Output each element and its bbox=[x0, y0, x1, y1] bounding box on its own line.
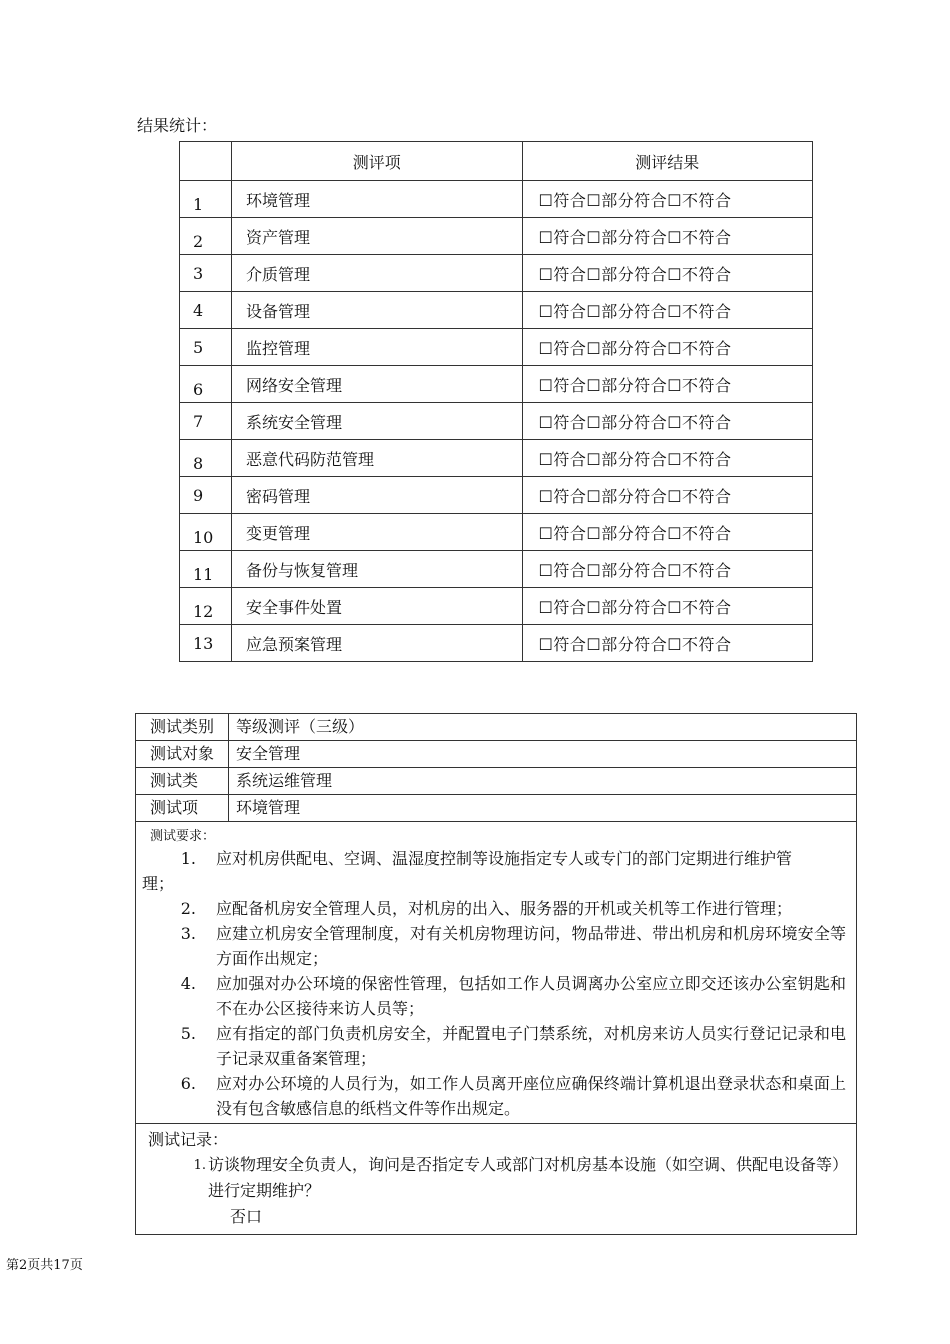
row-num: 5 bbox=[180, 329, 232, 366]
row-num: 3 bbox=[180, 255, 232, 292]
table-row bbox=[180, 588, 813, 625]
table-row bbox=[180, 477, 813, 514]
row-item: 设备管理 bbox=[232, 292, 523, 329]
row-result[interactable]: ☐符合☐部分符合☐不符合 bbox=[522, 625, 813, 662]
table-row bbox=[180, 551, 813, 588]
row-item: 资产管理 bbox=[232, 218, 523, 255]
table-row bbox=[180, 366, 813, 403]
row-item: 备份与恢复管理 bbox=[232, 551, 523, 588]
row-result[interactable]: ☐符合☐部分符合☐不符合 bbox=[522, 255, 813, 292]
test-object-row bbox=[136, 741, 856, 768]
record-title: 测试记录： bbox=[148, 1130, 229, 1149]
requirement-item bbox=[142, 921, 846, 971]
test-item-row bbox=[136, 795, 856, 822]
test-item-label: 测试项 bbox=[136, 795, 229, 821]
test-object-value: 安全管理 bbox=[236, 744, 301, 763]
record-num: 1. bbox=[193, 1158, 206, 1173]
results-header-row bbox=[180, 142, 813, 181]
row-result[interactable]: ☐符合☐部分符合☐不符合 bbox=[522, 588, 813, 625]
requirement-item bbox=[142, 896, 846, 921]
row-num: 9 bbox=[180, 477, 232, 514]
row-item: 恶意代码防范管理 bbox=[232, 440, 523, 477]
row-num: 1 bbox=[180, 181, 232, 218]
row-item: 系统安全管理 bbox=[232, 403, 523, 440]
row-result[interactable]: ☐符合☐部分符合☐不符合 bbox=[522, 292, 813, 329]
requirement-text-continued: 理； bbox=[142, 874, 175, 893]
row-num: 4 bbox=[180, 292, 232, 329]
table-row bbox=[180, 181, 813, 218]
header-item: 测评项 bbox=[232, 142, 523, 181]
record-item bbox=[148, 1152, 846, 1204]
row-result[interactable]: ☐符合☐部分符合☐不符合 bbox=[522, 366, 813, 403]
test-class-label: 测试类 bbox=[136, 768, 229, 794]
test-category-row bbox=[136, 714, 856, 741]
row-item: 网络安全管理 bbox=[232, 366, 523, 403]
row-result[interactable]: ☐符合☐部分符合☐不符合 bbox=[522, 218, 813, 255]
row-num: 10 bbox=[180, 514, 232, 551]
record-text: 访谈物理安全负责人，询问是否指定专人或部门对机房基本设施（如空调、供配电设备等）进行定期维护？ bbox=[208, 1155, 841, 1200]
row-result[interactable]: ☐符合☐部分符合☐不符合 bbox=[522, 440, 813, 477]
requirements-title: 测试要求： bbox=[150, 829, 216, 844]
requirement-text: 应建立机房安全管理制度，对有关机房物理访问，物品带进、带出机房和机房环境安全等方面作出规定； bbox=[216, 924, 846, 968]
row-item: 变更管理 bbox=[232, 514, 523, 551]
row-num: 12 bbox=[180, 588, 232, 625]
row-num: 11 bbox=[180, 551, 232, 588]
table-row bbox=[180, 440, 813, 477]
table-row bbox=[180, 329, 813, 366]
section-title: 结果统计： bbox=[137, 116, 218, 135]
requirement-text: 应加强对办公环境的保密性管理，包括如工作人员调离办公室应立即交还该办公室钥匙和不在办公区接待来访人员等； bbox=[216, 974, 846, 1018]
row-num: 13 bbox=[180, 625, 232, 662]
test-item-value: 环境管理 bbox=[236, 798, 301, 817]
test-category-value: 等级测评（三级） bbox=[236, 717, 365, 736]
row-item: 安全事件处置 bbox=[232, 588, 523, 625]
table-row bbox=[180, 625, 813, 662]
row-num: 6 bbox=[180, 366, 232, 403]
header-num bbox=[180, 142, 232, 181]
requirement-num: 4. bbox=[180, 974, 196, 993]
row-item: 密码管理 bbox=[232, 477, 523, 514]
requirement-item bbox=[142, 1021, 846, 1071]
row-result[interactable]: ☐符合☐部分符合☐不符合 bbox=[522, 329, 813, 366]
requirement-num: 2. bbox=[180, 899, 196, 918]
row-num: 8 bbox=[180, 440, 232, 477]
requirement-item bbox=[142, 971, 846, 1021]
row-result[interactable]: ☐符合☐部分符合☐不符合 bbox=[522, 181, 813, 218]
row-num: 7 bbox=[180, 403, 232, 440]
test-class-row bbox=[136, 768, 856, 795]
page-footer: 第2页共17页 bbox=[6, 1258, 83, 1273]
row-item: 环境管理 bbox=[232, 181, 523, 218]
results-table bbox=[179, 141, 813, 662]
table-row bbox=[180, 218, 813, 255]
requirement-num: 3. bbox=[180, 924, 196, 943]
table-row bbox=[180, 255, 813, 292]
row-num: 2 bbox=[180, 218, 232, 255]
requirement-text: 应有指定的部门负责机房安全，并配置电子门禁系统，对机房来访人员实行登记记录和电子记录双重备案管理； bbox=[216, 1024, 846, 1068]
row-item: 应急预案管理 bbox=[232, 625, 523, 662]
requirement-text: 应对机房供配电、空调、温湿度控制等设施指定专人或专门的部门定期进行维护管 bbox=[216, 849, 793, 868]
test-object-label: 测试对象 bbox=[136, 741, 229, 767]
row-item: 介质管理 bbox=[232, 255, 523, 292]
requirement-text: 应对办公环境的人员行为，如工作人员离开座位应确保终端计算机退出登录状态和桌面上没有包含敏感信息的纸档文件等作出规定。 bbox=[216, 1074, 846, 1118]
row-result[interactable]: ☐符合☐部分符合☐不符合 bbox=[522, 551, 813, 588]
table-row bbox=[180, 292, 813, 329]
requirements-section bbox=[136, 822, 856, 1124]
row-result[interactable]: ☐符合☐部分符合☐不符合 bbox=[522, 514, 813, 551]
requirement-num: 6. bbox=[180, 1074, 196, 1093]
requirement-item bbox=[142, 846, 846, 871]
header-result: 测评结果 bbox=[522, 142, 813, 181]
table-row bbox=[180, 514, 813, 551]
record-answer[interactable]: 否口 bbox=[230, 1207, 263, 1226]
table-row bbox=[180, 403, 813, 440]
row-result[interactable]: ☐符合☐部分符合☐不符合 bbox=[522, 477, 813, 514]
test-class-value: 系统运维管理 bbox=[236, 771, 333, 790]
row-result[interactable]: ☐符合☐部分符合☐不符合 bbox=[522, 403, 813, 440]
test-record-table bbox=[135, 713, 857, 1235]
row-item: 监控管理 bbox=[232, 329, 523, 366]
requirement-text: 应配备机房安全管理人员，对机房的出入、服务器的开机或关机等工作进行管理； bbox=[216, 899, 793, 918]
requirement-num: 5. bbox=[180, 1024, 196, 1043]
requirement-num: 1. bbox=[180, 849, 196, 868]
requirement-item bbox=[142, 1071, 846, 1121]
test-category-label: 测试类别 bbox=[136, 714, 229, 740]
record-section bbox=[136, 1124, 856, 1234]
